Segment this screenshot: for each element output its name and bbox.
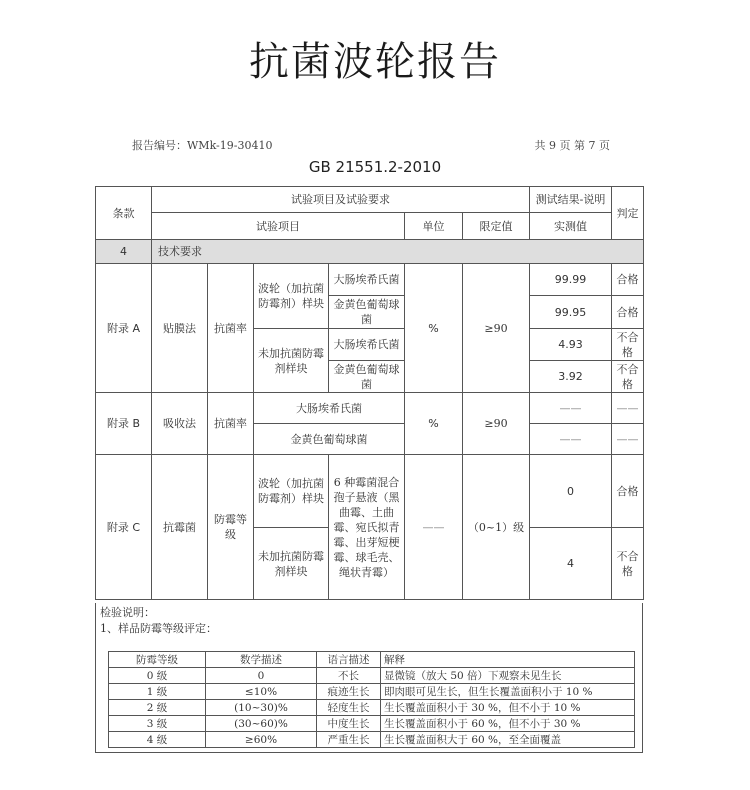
grade-language: 严重生长 — [317, 732, 381, 748]
group-a-verdict: 不合格 — [612, 329, 644, 361]
grade-header: 防霉等级 — [109, 652, 206, 668]
group-a-method: 贴膜法 — [152, 264, 208, 393]
grade-header: 数学描述 — [206, 652, 317, 668]
group-a-value: 99.95 — [530, 296, 612, 329]
group-a-value: 4.93 — [530, 329, 612, 361]
grade-explanation: 生长覆盖面积小于 60 %，但不小于 30 % — [381, 716, 635, 732]
group-a-sample-treated: 波轮（加抗菌防霉剂）样块 — [254, 264, 329, 329]
group-c-unit: —— — [405, 455, 463, 600]
table-row — [109, 668, 635, 684]
group-c-value: 4 — [530, 528, 612, 600]
group-c-fungi: 6 种霉菌混合孢子悬液（黑曲霉、土曲霉、宛氏拟青霉、出芽短梗霉、球毛壳、绳状青霉） — [329, 455, 405, 600]
table-row — [109, 732, 635, 748]
group-a-verdict: 合格 — [612, 264, 644, 296]
group-c-clause: 附录 C — [96, 455, 152, 600]
grade-math: ≤10% — [206, 684, 317, 700]
group-b-item: 抗菌率 — [208, 393, 254, 455]
grade-language: 痕迹生长 — [317, 684, 381, 700]
report-title: 抗菌波轮报告 — [249, 39, 501, 85]
group-a-value: 3.92 — [530, 361, 612, 393]
group-a-sample-untreated: 未加抗菌防霉剂样块 — [254, 329, 329, 393]
group-a-bacterium: 大肠埃希氏菌 — [329, 264, 405, 296]
group-b-verdict: —— — [612, 393, 644, 424]
grade-math: ≥60% — [206, 732, 317, 748]
grade-level: 2 级 — [109, 700, 206, 716]
mould-grade-table — [108, 651, 635, 748]
group-b-limit: ≥90 — [463, 393, 530, 455]
group-c-verdict: 合格 — [612, 455, 644, 528]
section-label: 技术要求 — [152, 240, 644, 264]
group-a-unit: % — [405, 264, 463, 393]
group-a-verdict: 合格 — [612, 296, 644, 329]
page-info: 共 9 页 第 7 页 — [534, 139, 610, 152]
group-b-bacterium: 大肠埃希氏菌 — [254, 393, 405, 424]
notes-heading: 检验说明： — [100, 606, 155, 619]
section-clause: 4 — [96, 240, 152, 264]
grade-language: 中度生长 — [317, 716, 381, 732]
group-b-value: —— — [530, 393, 612, 424]
notes-item-1: 1、样品防霉等级评定： — [100, 622, 217, 635]
group-a-value: 99.99 — [530, 264, 612, 296]
header-test-item: 试验项目 — [152, 213, 405, 240]
group-c-method: 抗霉菌 — [152, 455, 208, 600]
group-c-item: 防霉等级 — [208, 455, 254, 600]
grade-header: 解释 — [381, 652, 635, 668]
group-b-method: 吸收法 — [152, 393, 208, 455]
table-row — [109, 684, 635, 700]
test-results-table — [95, 186, 644, 600]
header-clause: 条款 — [96, 187, 152, 240]
grade-math: (30~60)% — [206, 716, 317, 732]
group-b-bacterium: 金黄色葡萄球菌 — [254, 424, 405, 455]
header-unit: 单位 — [405, 213, 463, 240]
grade-math: (10~30)% — [206, 700, 317, 716]
group-a-bacterium: 金黄色葡萄球菌 — [329, 361, 405, 393]
standard-number: GB 21551.2-2010 — [308, 158, 442, 176]
grade-header: 语言描述 — [317, 652, 381, 668]
grade-explanation: 生长覆盖面积大于 60 %，至全面覆盖 — [381, 732, 635, 748]
group-b-unit: % — [405, 393, 463, 455]
grade-level: 3 级 — [109, 716, 206, 732]
group-c-limit: （0~1）级 — [463, 455, 530, 600]
table-row — [109, 700, 635, 716]
group-a-bacterium: 大肠埃希氏菌 — [329, 329, 405, 361]
header-limit: 限定值 — [463, 213, 530, 240]
group-a-clause: 附录 A — [96, 264, 152, 393]
group-c-sample-treated: 波轮（加抗菌防霉剂）样块 — [254, 455, 329, 528]
group-c-sample-untreated: 未加抗菌防霉剂样块 — [254, 528, 329, 600]
grade-language: 轻度生长 — [317, 700, 381, 716]
header-result-note: 测试结果-说明 — [530, 187, 612, 213]
group-a-verdict: 不合格 — [612, 361, 644, 393]
header-verdict: 判定 — [612, 187, 644, 240]
grade-level: 1 级 — [109, 684, 206, 700]
group-a-limit: ≥90 — [463, 264, 530, 393]
group-b-value: —— — [530, 424, 612, 455]
grade-language: 不长 — [317, 668, 381, 684]
group-a-bacterium: 金黄色葡萄球菌 — [329, 296, 405, 329]
group-b-verdict: —— — [612, 424, 644, 455]
header-test-items-requirements: 试验项目及试验要求 — [152, 187, 530, 213]
table-row — [109, 716, 635, 732]
group-c-verdict: 不合格 — [612, 528, 644, 600]
grade-explanation: 显微镜（放大 50 倍）下观察未见生长 — [381, 668, 635, 684]
grade-explanation: 生长覆盖面积小于 30 %，但不小于 10 % — [381, 700, 635, 716]
grade-explanation: 即肉眼可见生长，但生长覆盖面积小于 10 % — [381, 684, 635, 700]
grade-math: 0 — [206, 668, 317, 684]
group-a-item: 抗菌率 — [208, 264, 254, 393]
report-number: 报告编号：WMk-19-30410 — [132, 139, 273, 152]
grade-level: 4 级 — [109, 732, 206, 748]
header-measured: 实测值 — [530, 213, 612, 240]
grade-level: 0 级 — [109, 668, 206, 684]
group-b-clause: 附录 B — [96, 393, 152, 455]
group-c-value: 0 — [530, 455, 612, 528]
